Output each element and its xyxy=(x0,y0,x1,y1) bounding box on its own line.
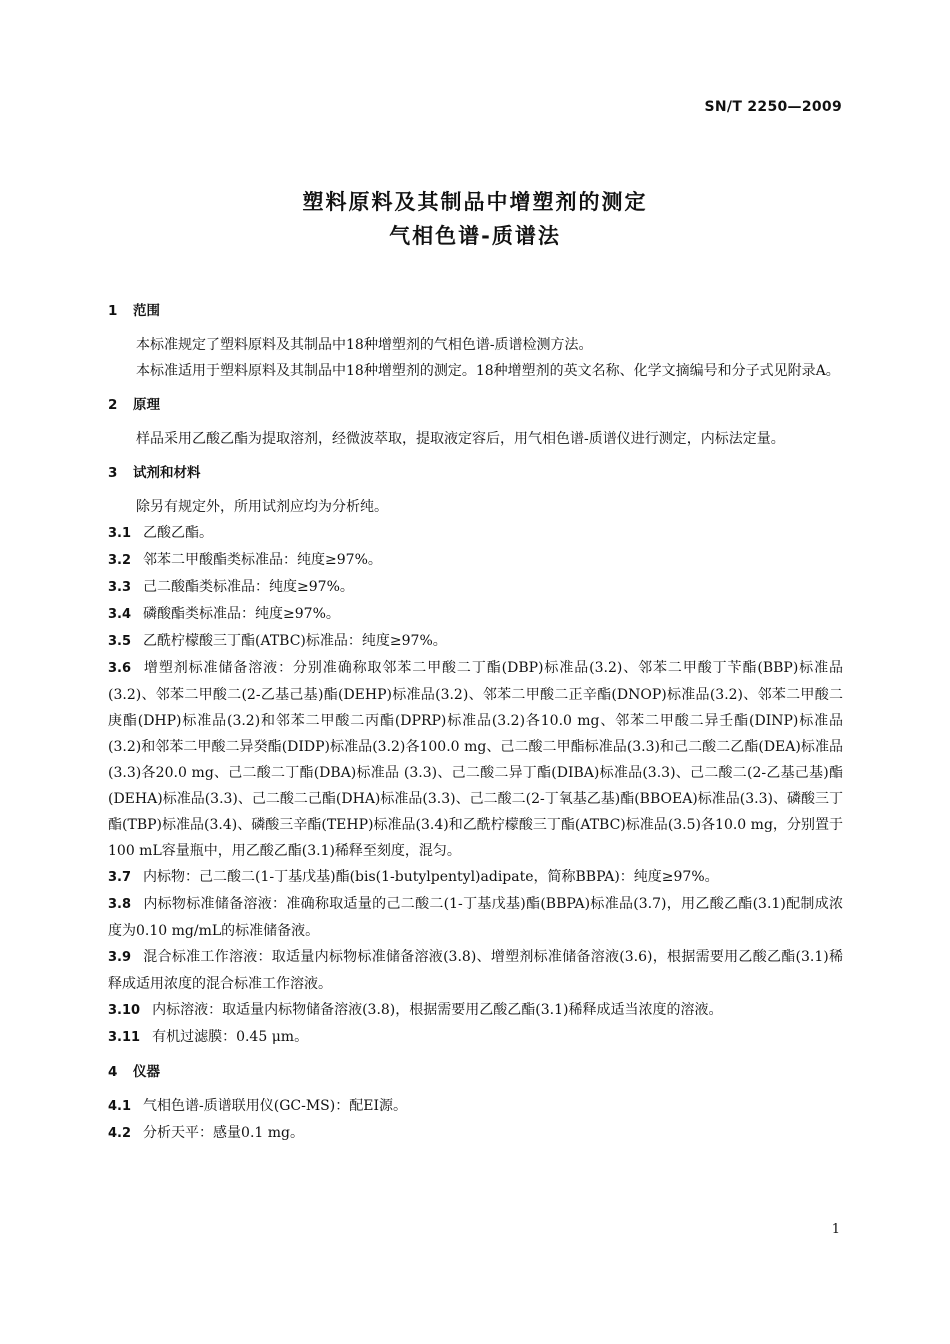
section-heading-reagents xyxy=(108,462,843,484)
clause-text: 邻苯二甲酸酯类标准品：纯度≥97%。 xyxy=(143,552,382,568)
clause-item xyxy=(108,601,843,628)
paragraph: 样品采用乙酸乙酯为提取溶剂，经微波萃取，提取液定容后，用气相色谱-质谱仪进行测定，内标法定量。 xyxy=(136,431,785,447)
paragraph: 本标准适用于塑料原料及其制品中18种增塑剂的测定。18种增塑剂的英文名称、化学文摘编号和分子式见附录A。 xyxy=(136,363,840,379)
section-title: 仪器 xyxy=(133,1064,160,1080)
clause-number: 3.5 xyxy=(108,634,132,649)
section-title: 范围 xyxy=(133,303,160,319)
document-body xyxy=(108,300,843,1147)
clause-text: 增塑剂标准储备溶液：分别准确称取邻苯二甲酸二丁酯(DBP)标准品(3.2)、邻苯二甲酸丁苄酯(BBP)标准品(3.2)、邻苯二甲酸二(2-乙基己基)酯(DEHP)标准品(3.2)、邻苯二甲酸二正辛酯(DNOP)标准品(3.2)、邻苯二甲酸二庚酯(DHP)标准品(3.2)和邻苯二甲酸二丙酯(DPRP)标准品(3.2)各10.0 mg、邻苯二甲酸二异壬酯(DINP)标准品(3.2)和邻苯二甲酸二异癸酯(DIDP)标准品(3.2)各100.0 mg、己二酸二甲酯标准品(3.3)和己二酸二乙酯(DEA)标准品(3.3)各20.0 mg、己二酸二丁酯(DBA)标准品 (3.3)、己二酸二异丁酯(DIBA)标准品(3.3)、己二酸二(2-乙基己基)酯(DEHA)标准品(3.3)、己二酸二己酯(DHA)标准品(3.3)、己二酸二(2-丁氧基乙基)酯(BBOEA)标准品(3.3)、磷酸三丁酯(TBP)标准品(3.4)、磷酸三辛酯(TEHP)标准品(3.4)和乙酰柠檬酸三丁酯(ATBC)标准品(3.5)各10.0 mg，分别置于100 mL容量瓶中，用乙酸乙酯(3.1)稀释至刻度，混匀。 xyxy=(108,660,843,859)
section-heading-instruments xyxy=(108,1061,843,1083)
clause-text: 磷酸酯类标准品：纯度≥97%。 xyxy=(143,606,340,622)
clause-number: 4.1 xyxy=(108,1099,132,1114)
clause-number: 3.1 xyxy=(108,526,132,541)
clause-item xyxy=(108,547,843,574)
clause-text: 内标溶液：取适量内标物储备溶液(3.8)，根据需要用乙酸乙酯(3.1)稀释成适当浓度的溶液。 xyxy=(152,1002,723,1018)
clause-text: 内标物：己二酸二(1-丁基戊基)酯(bis(1-butylpentyl)adipate，简称BBPA)：纯度≥97%。 xyxy=(143,869,719,885)
clause-number: 3.10 xyxy=(108,1003,141,1018)
clause-number: 3.7 xyxy=(108,870,132,885)
clause-text: 内标物标准储备溶液：准确称取适量的己二酸二(1-丁基戊基)酯(BBPA)标准品(3.7)，用乙酸乙酯(3.1)配制成浓度为0.10 mg/mL的标准储备液。 xyxy=(108,896,843,939)
section-heading-principle xyxy=(108,394,843,416)
document-subtitle: 气相色谱-质谱法 xyxy=(389,224,561,248)
clause-item xyxy=(108,655,843,864)
clause-item xyxy=(108,997,843,1024)
section-number: 3 xyxy=(108,465,118,481)
clause-number: 3.8 xyxy=(108,897,132,912)
clause-number: 3.6 xyxy=(108,661,132,676)
clause-number: 4.2 xyxy=(108,1126,132,1141)
clause-text: 分析天平：感量0.1 mg。 xyxy=(143,1125,304,1141)
clause-number: 3.4 xyxy=(108,607,132,622)
clause-text: 气相色谱-质谱联用仪(GC-MS)：配EI源。 xyxy=(143,1098,407,1114)
section-title: 原理 xyxy=(133,397,160,413)
clause-text: 有机过滤膜：0.45 μm。 xyxy=(152,1029,309,1045)
clause-text: 己二酸酯类标准品：纯度≥97%。 xyxy=(143,579,354,595)
clause-item xyxy=(108,1120,843,1147)
clause-item xyxy=(108,944,843,997)
clause-number: 3.2 xyxy=(108,553,132,568)
clause-item xyxy=(108,520,843,547)
section-number: 4 xyxy=(108,1064,118,1080)
clause-number: 3.3 xyxy=(108,580,132,595)
clause-item xyxy=(108,628,843,655)
section-title: 试剂和材料 xyxy=(133,465,201,481)
paragraph: 除另有规定外，所用试剂应均为分析纯。 xyxy=(136,499,388,515)
section-heading-scope xyxy=(108,300,843,322)
paragraph: 本标准规定了塑料原料及其制品中18种增塑剂的气相色谱-质谱检测方法。 xyxy=(136,337,593,353)
section-number: 2 xyxy=(108,397,118,413)
section-number: 1 xyxy=(108,303,118,319)
standard-code: SN/T 2250—2009 xyxy=(704,99,842,115)
clause-text: 乙酸乙酯。 xyxy=(143,525,214,541)
clause-item xyxy=(108,891,843,944)
clause-item xyxy=(108,1024,843,1051)
clause-text: 乙酰柠檬酸三丁酯(ATBC)标准品：纯度≥97%。 xyxy=(143,633,447,649)
document-title: 塑料原料及其制品中增塑剂的测定 xyxy=(302,190,648,214)
clause-item xyxy=(108,1093,843,1120)
clause-text: 混合标准工作溶液：取适量内标物标准储备溶液(3.8)、增塑剂标准储备溶液(3.6)，根据需要用乙酸乙酯(3.1)稀释成适用浓度的混合标准工作溶液。 xyxy=(108,949,843,992)
clause-number: 3.11 xyxy=(108,1030,141,1045)
clause-item xyxy=(108,864,843,891)
page-number: 1 xyxy=(831,1222,840,1237)
clause-number: 3.9 xyxy=(108,950,132,965)
clause-item xyxy=(108,574,843,601)
